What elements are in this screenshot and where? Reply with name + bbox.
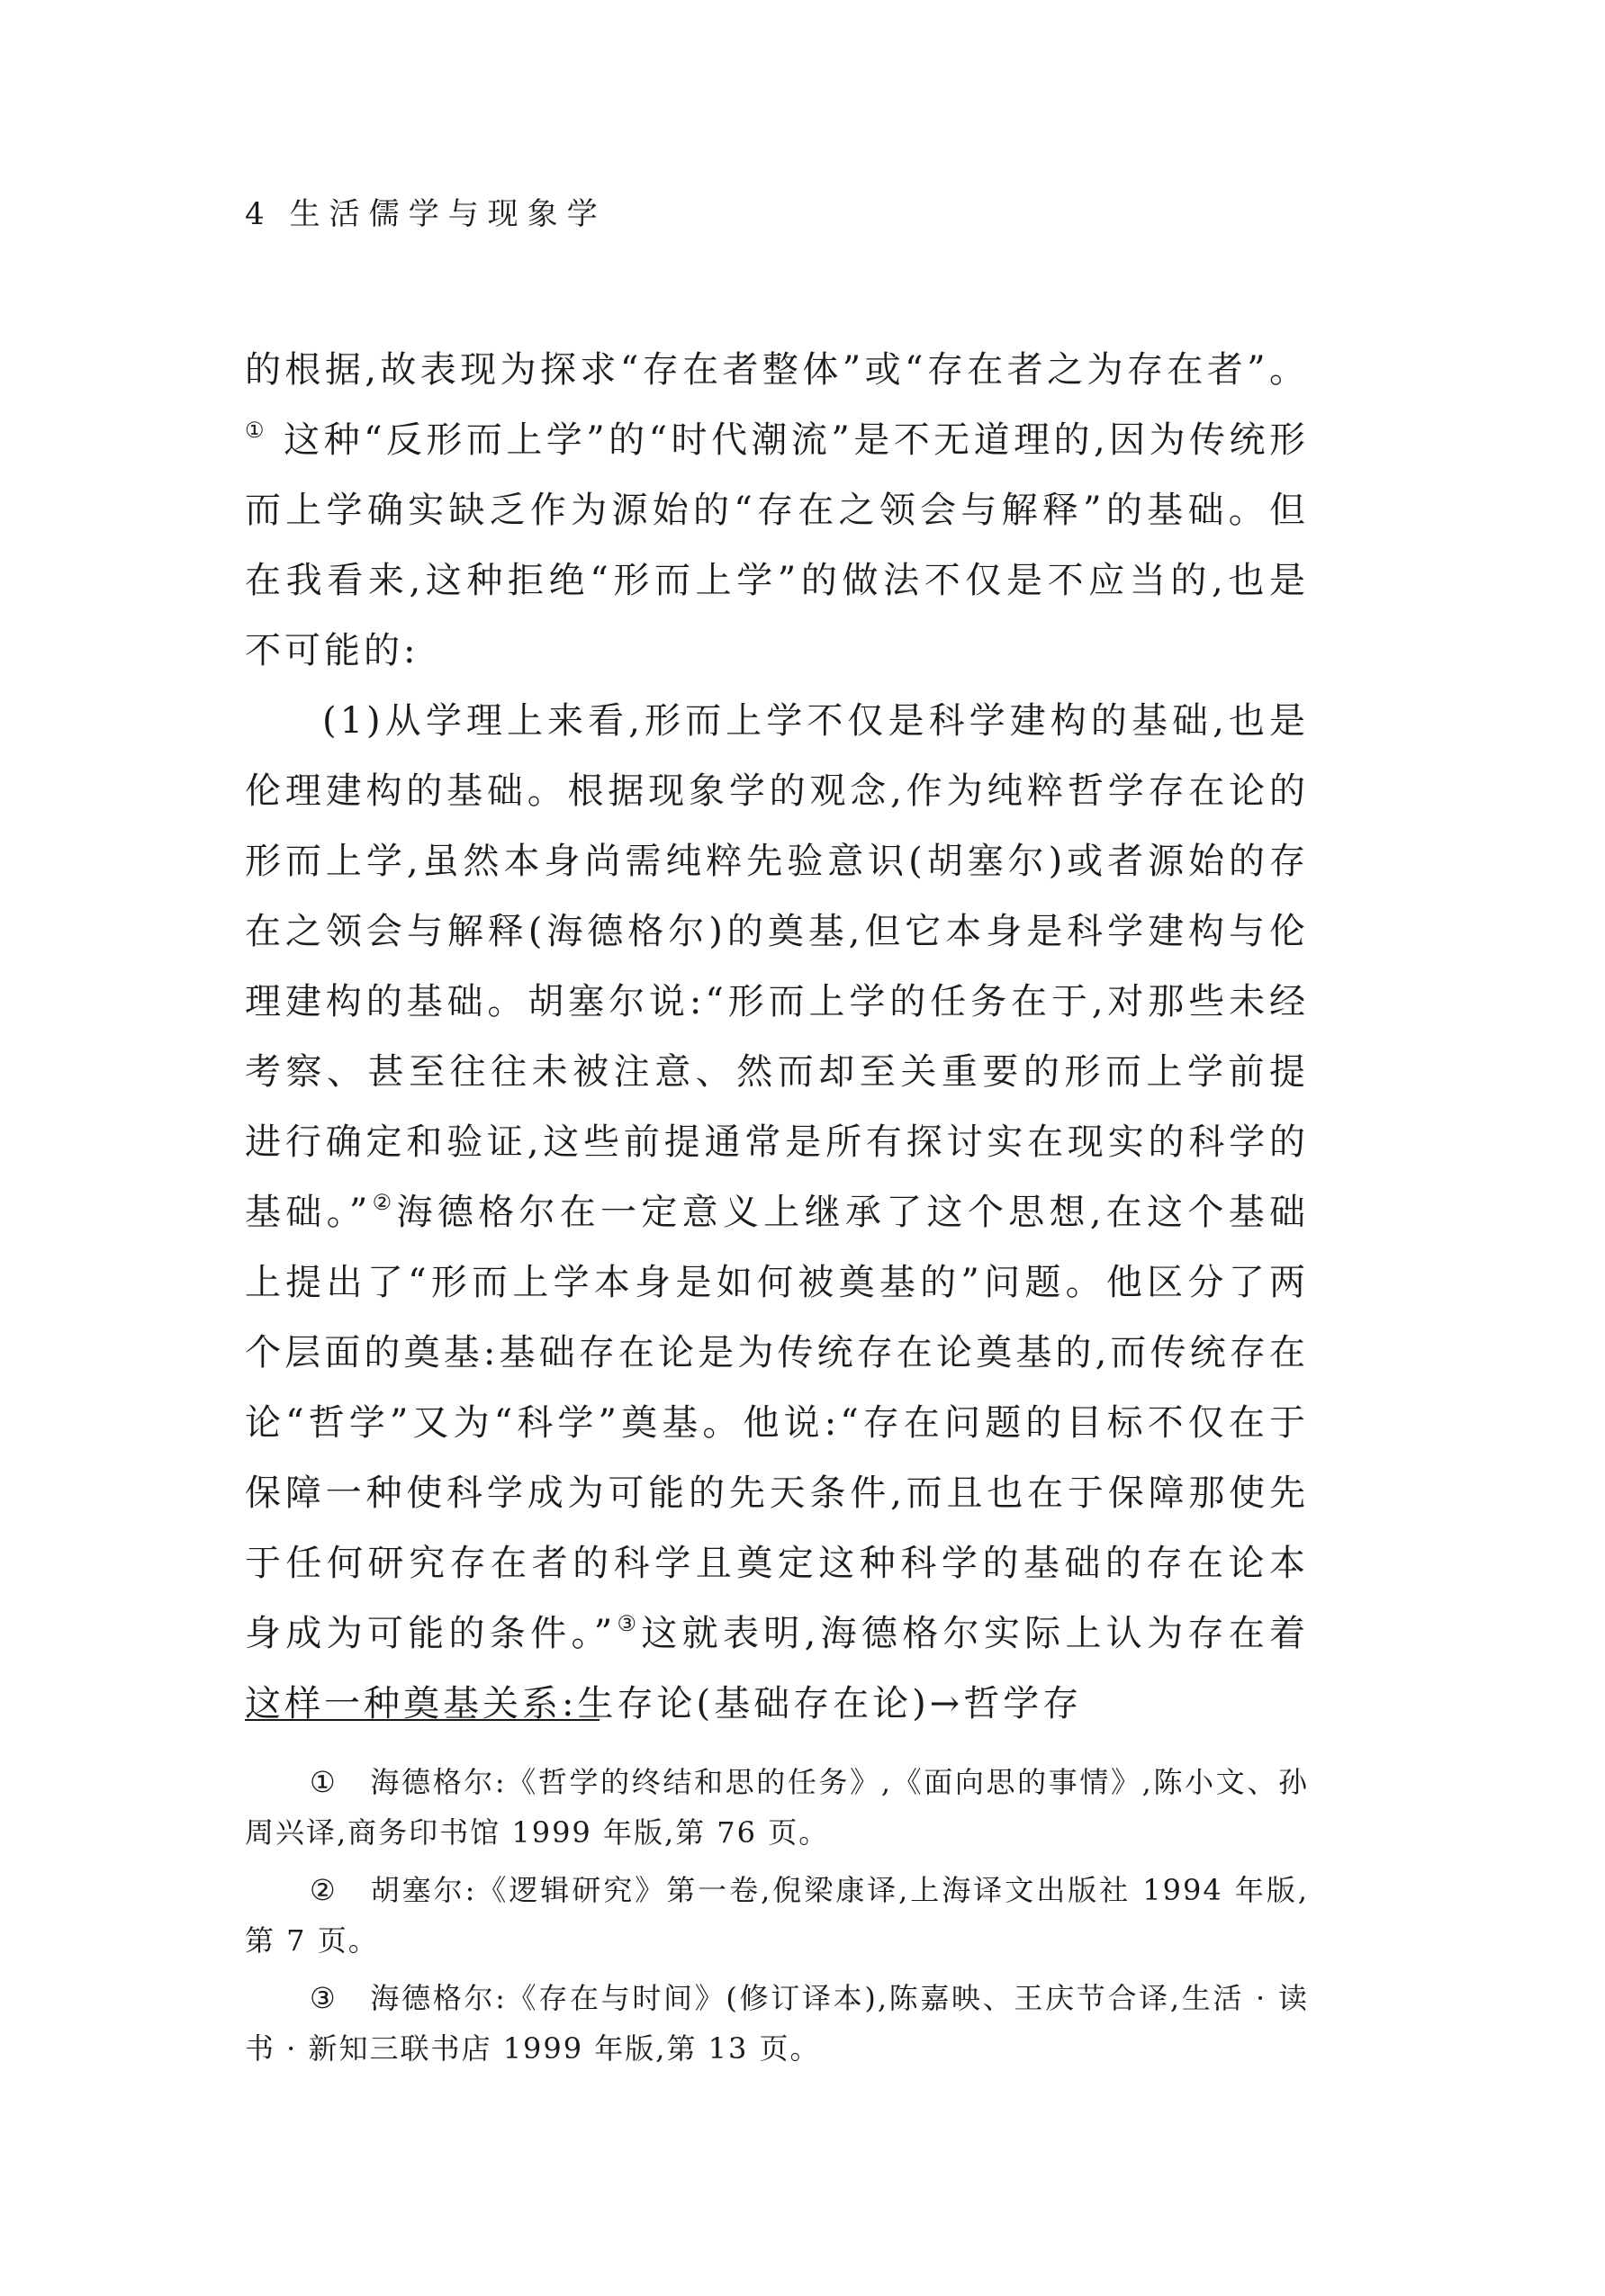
book-title: 生活儒学与现象学	[289, 196, 607, 232]
paragraph-2	[245, 686, 1309, 1739]
footnote-divider	[245, 1719, 600, 1721]
paragraph-2-text-b: 海德格尔在一定意义上继承了这个思想,在这个基础上提出了“形而上学本身是如何被奠基的”问题。他区分了两个层面的奠基:基础存在论是为传统存在论奠基的,而传统存在论“哲学”又为“科学”奠基。他说:“存在问题的目标不仅在于保障一种使科学成为可能的先天条件,而且也在于保障那使先于任何研究存在者的科学且奠定这种科学的基础的存在论本身成为可能的条件。”	[245, 1192, 1310, 1654]
footnote-1-mark: ①	[310, 1765, 338, 1799]
main-text	[245, 335, 1309, 1739]
footnote-2	[245, 1865, 1309, 1966]
paragraph-1	[245, 335, 1309, 686]
running-header	[245, 189, 607, 233]
footnote-2-text: 胡塞尔:《逻辑研究》第一卷,倪梁康译,上海译文出版社 1994 年版,第 7 页。	[245, 1873, 1309, 1958]
paragraph-2-text-a: (1)从学理上来看,形而上学不仅是科学建构的基础,也是伦理建构的基础。根据现象学的观念,作为纯粹哲学存在论的形而上学,虽然本身尚需纯粹先验意识(胡塞尔)或者源始的存在之领会与解释(海德格尔)的奠基,但它本身是科学建构与伦理建构的基础。胡塞尔说:“形而上学的任务在于,对那些未经考察、甚至往往未被注意、然而却至关重要的形而上学前提进行确定和验证,这些前提通常是所有探讨实在现实的科学的基础。”	[245, 700, 1309, 1233]
paragraph-2-text-c: 这就表明,海德格尔实际上认为存在着这样一种奠基关系:生存论(基础存在论)→哲学存	[245, 1613, 1310, 1724]
footnote-3	[245, 1973, 1309, 2074]
paragraph-1-text-a: 的根据,故表现为探求“存在者整体”或“存在者之为存在者”。	[245, 349, 1309, 391]
footnote-ref-1[interactable]: ①	[245, 418, 268, 443]
footnote-1-text: 海德格尔:《哲学的终结和思的任务》,《面向思的事情》,陈小文、孙周兴译,商务印书馆 1999 年版,第 76 页。	[245, 1765, 1309, 1850]
footnote-2-mark: ②	[310, 1873, 338, 1907]
paragraph-1-text-b: 这种“反形而上学”的“时代潮流”是不无道理的,因为传统形而上学确实缺乏作为源始的“存在之领会与解释”的基础。但在我看来,这种拒绝“形而上学”的做法不仅是不应当的,也是不可能的:	[245, 419, 1310, 671]
footnote-1	[245, 1757, 1309, 1858]
footnote-ref-2[interactable]: ②	[371, 1190, 397, 1215]
footnotes	[245, 1757, 1309, 2081]
page-number: 4	[245, 196, 265, 232]
footnote-3-mark: ③	[310, 1981, 338, 2015]
footnote-ref-3[interactable]: ③	[616, 1611, 642, 1636]
footnote-3-text: 海德格尔:《存在与时间》(修订译本),陈嘉映、王庆节合译,生活 · 读书 · 新知三联书店 1999 年版,第 13 页。	[245, 1981, 1309, 2066]
